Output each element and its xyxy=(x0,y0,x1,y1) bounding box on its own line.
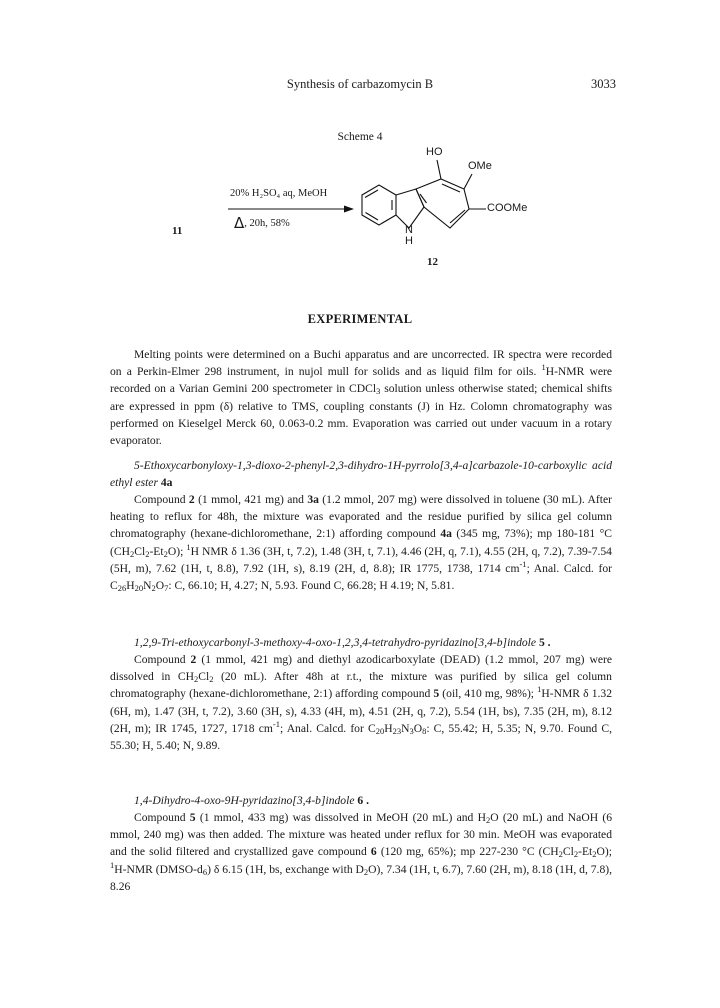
compound-4a-paragraph: Compound 2 (1 mmol, 421 mg) and 3a (1.2 mmol, 207 mg) were dissolved in toluene (30 mL). After heating to reflux for 48h, the mixture was evaporated and the residue purified by silica gel column chromatography (hexane-dichloromethane, 2:1) affording compound 4a (345 mg, 73%); mp 180-181 °C $(CH_2Cl_2-Et_2O)$; $^1$H NMR δ 1.36 (3H, t, 7.2), 1.48 (3H, t, 7.1), 4.46 (2H, q, 7.1), 4.55 (2H, q, 7.2), 7.39-7.54 (5H, m), 7.62 (1H, t, 8.8), 7.92 (1H, s), 8.19 (2H, d, 8.8); IR 1775, 1738, 1714 $cm^{-1}$; Anal. Calcd. for $C_{26}H_{20}N_2O_7$: C, 66.10; H, 4.27; N, 5.93. Found C, 66.28; H 4.19; N, 5.81. xyxy=(110,493,613,594)
compound-4a-heading: 5-Ethoxycarbonyloxy-1,3-dioxo-2-phenyl-2,3-dihydro-1H-pyrrolo[3,4-a]carbazole-10-carboxylic acid ethyl ester 4a xyxy=(110,459,612,490)
section-title: EXPERIMENTAL xyxy=(307,312,413,326)
reaction-conditions-top: 20% H₂SO₄ aq, MeOH xyxy=(230,188,328,199)
reaction-scheme xyxy=(150,148,570,273)
start-compound-number: 11 xyxy=(172,225,183,237)
hydroxy-bond xyxy=(437,160,441,179)
running-title: Synthesis of carbazomycin B xyxy=(286,77,434,91)
general-methods-paragraph: Melting points were determined on a Buchi apparatus and are uncorrected. IR spectra were recorded on a Perkin-Elmer 298 instrument, in nujol mull for solids and as liquid film for oils. $^1$H-NMR were recorded on a Varian Gemini 200 spectrometer in CDCl$_3$ solution unless otherwise stated; chemical shifts are expressed in ppm (δ) relative to TMS, coupling constants (J) in Hz. Colomn chromatography was performed on Kieselgel Merck 60, 0.063-0.2 mm. Evaporation was carried out under vacuum in a rotary evaporator. xyxy=(110,348,612,448)
right-benzene-ring xyxy=(416,179,469,228)
compound-6-heading: 1,4-Dihydro-4-oxo-9H-pyridazino[3,4-b]indole 6 . xyxy=(134,794,369,807)
compound-6-paragraph: Compound 5 (1 mmol, 433 mg) was dissolved in MeOH (20 mL) and $H_2O$ (20 mL) and NaOH (6 mmol, 240 mg) was then added. The mixture was heated under reflux for 30 min. MeOH was evaporated and the solid filtered and crystallized gave compound 6 (120 mg, 65%); mp 227-230 °C $(CH_2Cl_2-Et_2O)$; $^1$H-NMR $(DMSO-d_6)$ δ 6.15 (1H, bs, exchange with $D_2O$), 7.34 (1H, t, 6.7), 7.60 (2H, m), 8.18 (1H, d, 7.8), 8.26 xyxy=(110,811,612,893)
heat-delta-symbol: Δ xyxy=(234,214,245,232)
page-number: 3033 xyxy=(591,77,616,91)
nh-hydrogen-label: H xyxy=(405,235,413,247)
reaction-conditions-bottom: Δ, 20h, 58% xyxy=(234,214,290,232)
scheme-label: Scheme 4 xyxy=(337,131,383,143)
ester-label: COOMe xyxy=(487,202,528,214)
methoxy-bond xyxy=(464,174,472,189)
hydroxy-label: HO xyxy=(426,146,443,158)
pyrrole-ring xyxy=(396,189,424,228)
product-compound-number: 12 xyxy=(427,256,438,268)
running-header xyxy=(0,77,720,97)
compound-5-paragraph: Compound 2 (1 mmol, 421 mg) and diethyl azodicarboxylate (DEAD) (1.2 mmol, 207 mg) were dissolved in $CH_2Cl_2$ (20 mL). After 48h at r.t., the mixture was purified by silica gel column chromatography (hexane-dichloromethane, 2:1) affording compound 5 (oil, 410 mg, 98%); $^1$H-NMR δ 1.32 (6H, m), 1.47 (3H, t, 7.2), 3.60 (3H, s), 4.33 (4H, m), 4.51 (2H, q, 7.2), 5.54 (1H, bs), 7.35 (2H, m), 8.12 (2H, m); IR 1745, 1727, 1718 $cm^{-1}$; Anal. Calcd. for $C_{20}H_{23}N_3O_8$: C, 55.42; H, 5.35; N, 9.70. Found C, 55.30; H, 5.40; N, 9.89. xyxy=(110,653,613,753)
left-benzene-ring xyxy=(362,185,396,225)
reaction-arrowhead xyxy=(344,206,354,213)
compound-5-heading: 1,2,9-Tri-ethoxycarbonyl-3-methoxy-4-oxo-1,2,3,4-tetrahydro-pyridazino[3,4-b]indole 5 . xyxy=(134,636,551,649)
methoxy-label: OMe xyxy=(468,160,492,172)
nitrogen-label: N xyxy=(405,224,413,236)
